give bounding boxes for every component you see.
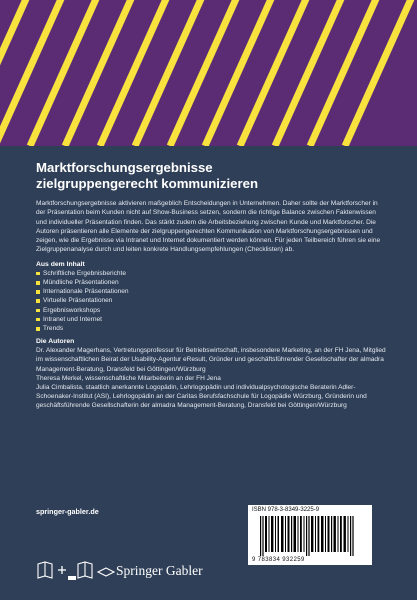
- authors-text: [36, 346, 386, 410]
- bullet-icon: [36, 299, 40, 303]
- bullet-icon: [36, 318, 40, 322]
- list-item: Intranet und Internet: [36, 315, 386, 324]
- bullet-icon: [36, 327, 40, 331]
- authors-heading: Die Autoren: [36, 338, 75, 346]
- list-item: Internationale Präsentationen: [36, 287, 386, 296]
- publisher-name: Springer Gabler: [116, 563, 203, 578]
- intro-paragraph: Marktforschungsergebnisse aktivieren maßgeblich Entscheidungen in Unternehmen. Daher sollte der Marktforscher in der Präsentation beim Kunden nicht auf Show-Business setzen, sondern die richtige Balance zwischen Faktenwissen und individueller Präsentation finden. Das stärkt zudem die Arbeitsbeziehung zwischen Kunde und Marktforscher. Die Autoren präsentieren alle Elemente der zielgruppengerechten Kommunikation von Marktforschungsergebnissen und zeigen, wie die Ergebnisse via Intranet und Internet dokumentiert werden können. Für jeden Teilbereich führen sie eine Zielgruppenanalyse durch und leiten konkrete Handlungsempfehlungen (Checklisten) ab.: [36, 200, 381, 254]
- isbn-number: ISBN 978-3-8349-3225-9: [252, 507, 320, 513]
- list-item: Mündliche Präsentationen: [36, 278, 386, 287]
- title-line-1: Marktforschungsergebnisse: [36, 160, 213, 175]
- title-line-2: zielgruppengerecht kommunizieren: [36, 175, 259, 191]
- bullet-icon: [36, 290, 40, 294]
- bullet-icon: [36, 281, 40, 285]
- ebook-plus-book-icon: [36, 558, 116, 584]
- back-cover-text: [36, 160, 386, 411]
- bullet-icon: [36, 309, 40, 313]
- barcode-digits: 9 783834 932259: [252, 557, 305, 563]
- publisher-logos: [36, 558, 276, 584]
- barcode-icon: [248, 505, 372, 565]
- contents-heading: Aus dem Inhalt: [36, 260, 85, 268]
- list-item: Virtuelle Präsentationen: [36, 296, 386, 305]
- contents-list: [36, 269, 386, 333]
- isbn-barcode: [248, 505, 372, 565]
- list-item: Schriftliche Ergebnisberichte: [36, 269, 386, 278]
- book-title: [36, 160, 386, 191]
- author-2: Theresa Merkel, wissenschaftliche Mitarbeiterin an der FH Jena: [36, 374, 221, 382]
- list-item: Trends: [36, 324, 386, 333]
- list-item: Ergebnisworkshops: [36, 306, 386, 315]
- purple-stripe-band: [0, 0, 417, 146]
- publisher-url[interactable]: springer-gabler.de: [36, 507, 99, 516]
- bullet-icon: [36, 272, 40, 276]
- author-1: Dr. Alexander Magerhans, Vertretungsprofessur für Betriebswirtschaft, insbesondere Marketing, an der FH Jena, Mitglied im wissenschaftlichen Beirat der Usability-Agentur eResult, Gründer und geschäftsführender Gesellschafter der almadra Management-Beratung, Dransfeld bei Göttingen/Würzburg: [36, 347, 386, 373]
- author-3: Julia Cimbalista, staatlich anerkannte Logopädin, Lehrlogopädin und individualpsychologische Beraterin Adler-Schoenaker-Institut (ASI), Lehrlogopädin an der Caritas Berufsfachschule für Logopädie Würzburg, Gründerin und geschäftsführende Gesellschafterin der almadra Management-Beratung, Dransfeld bei Göttingen/Würzburg: [36, 384, 367, 410]
- diagonal-stripes: [0, 0, 417, 146]
